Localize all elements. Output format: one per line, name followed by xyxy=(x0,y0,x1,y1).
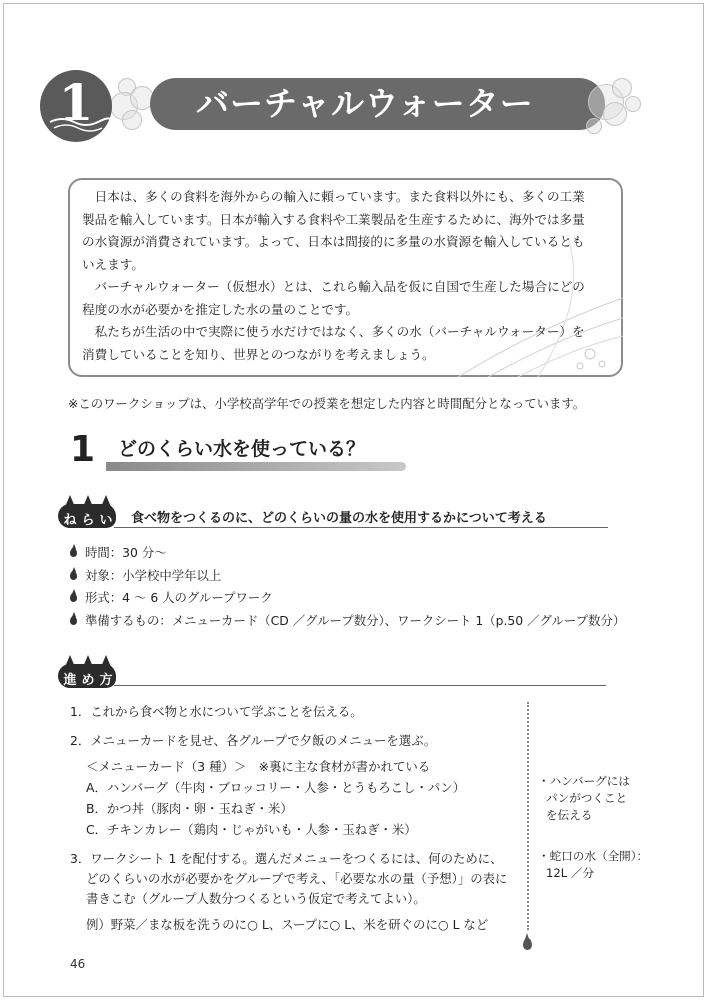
procedure-label-char: 進 xyxy=(63,673,77,688)
intro-line: 私たちが生活の中で実際に使う水だけではなく、多くの水（バーチャルウォーター）を xyxy=(94,324,585,339)
list-item: 準備するもの：メニューカード（CD ／グループ数分）、ワークシート 1（p.50 ／グループ数分） xyxy=(68,610,625,633)
menu-item: B．かつ丼（豚肉・卵・玉ねぎ・米） xyxy=(86,801,293,816)
page-number: 46 xyxy=(70,957,86,971)
step-item: 3．ワークシート 1 を配付する。選んだメニューをつくるには、何のために、 xyxy=(70,851,503,866)
bubble-decoration xyxy=(586,118,602,134)
intro-line: 製品を輸入しています。日本が輸入する食料や工業製品を生産するために、海外では多量 xyxy=(82,211,585,227)
chapter-number: 1 xyxy=(40,70,112,142)
step-item: 1．これから食べ物と水について学ぶことを伝える。 xyxy=(70,704,363,719)
bubble-decoration xyxy=(603,102,627,126)
intro-text xyxy=(82,186,612,366)
drop-icon xyxy=(70,548,77,557)
menu-item: A．ハンバーグ（牛肉・ブロッコリー・人参・とうもろこし・パン） xyxy=(86,780,466,795)
note-text: ※このワークショップは、小学校高学年での授業を想定した内容と時間配分となっています。 xyxy=(68,396,586,411)
step-item-continued: どのくらいの水が必要かをグループで考え、「必要な水の量（予想）」の表に xyxy=(86,871,508,886)
aim-label-char: い xyxy=(99,513,113,528)
intro-line: の水資源が消費されています。よって、日本は間接的に多量の水資源を輸入しているとも xyxy=(82,234,585,249)
intro-line: 程度の水が必要かを推定した水の量のことです。 xyxy=(82,301,359,317)
dotted-divider xyxy=(527,702,529,930)
procedure-underline xyxy=(114,685,606,686)
bubble-decoration xyxy=(122,110,142,130)
section-title: どのくらい水を使っている？ xyxy=(118,438,366,460)
aim-label-char: ら xyxy=(81,513,95,528)
procedure-label-char: 方 xyxy=(99,673,113,688)
intro-line: 日本は、多くの食料を海外からの輸入に頼っています。また食料以外にも、多くの工業 xyxy=(94,189,585,204)
step-item-continued: 書きこむ（グループ人数分つくるという仮定で考えてよい）。 xyxy=(86,891,426,906)
chapter-title: バーチャルウォーター xyxy=(196,84,534,123)
list-item: 形式：4 〜 6 人のグループワーク xyxy=(68,587,625,610)
detail-list xyxy=(68,542,625,632)
drop-icon xyxy=(70,593,77,602)
drop-icon xyxy=(70,616,77,625)
menu-item: C．チキンカレー（鶏肉・じゃがいも・人参・玉ねぎ・米） xyxy=(86,822,417,837)
menu-card-heading: ＜メニューカード（3 種）＞ ※裏に主な食材が書かれている xyxy=(86,759,431,774)
intro-line: 消費していることを知り、世界とのつながりを考えましょう。 xyxy=(82,346,435,362)
drop-icon xyxy=(523,938,532,950)
intro-line: いえます。 xyxy=(82,256,144,272)
bubble-decoration xyxy=(625,96,641,112)
wave-icon xyxy=(40,70,112,142)
aim-text: 食べ物をつくるのに、どのくらいの量の水を使用するかについて考える xyxy=(131,511,547,526)
bubble-decoration xyxy=(612,78,632,98)
example-text: 例）野菜／まな板を洗うのに○ L、スープに○ L、米を研ぐのに○ L など xyxy=(86,917,489,932)
sidenote: ・蛇口の水（全開）： 12L ／分 xyxy=(538,849,649,880)
aim-underline xyxy=(114,527,608,528)
sidenote: ・ハンバーグには パンがつくこと を伝える xyxy=(538,774,630,822)
procedure-label-char: め xyxy=(81,673,95,688)
intro-line: バーチャルウォーター（仮想水）とは、これら輸入品を仮に自国で生産した場合にどの xyxy=(94,279,585,294)
list-item: 時間：30 分〜 xyxy=(68,542,625,565)
aim-label-char: ね xyxy=(63,513,77,528)
drop-icon xyxy=(70,571,77,580)
list-item: 対象：小学校中学年以上 xyxy=(68,565,625,588)
step-item: 2．メニューカードを見せ、各グループで夕飯のメニューを選ぶ。 xyxy=(70,733,437,748)
section-underline xyxy=(106,462,406,471)
section-number: 1 xyxy=(70,429,96,470)
